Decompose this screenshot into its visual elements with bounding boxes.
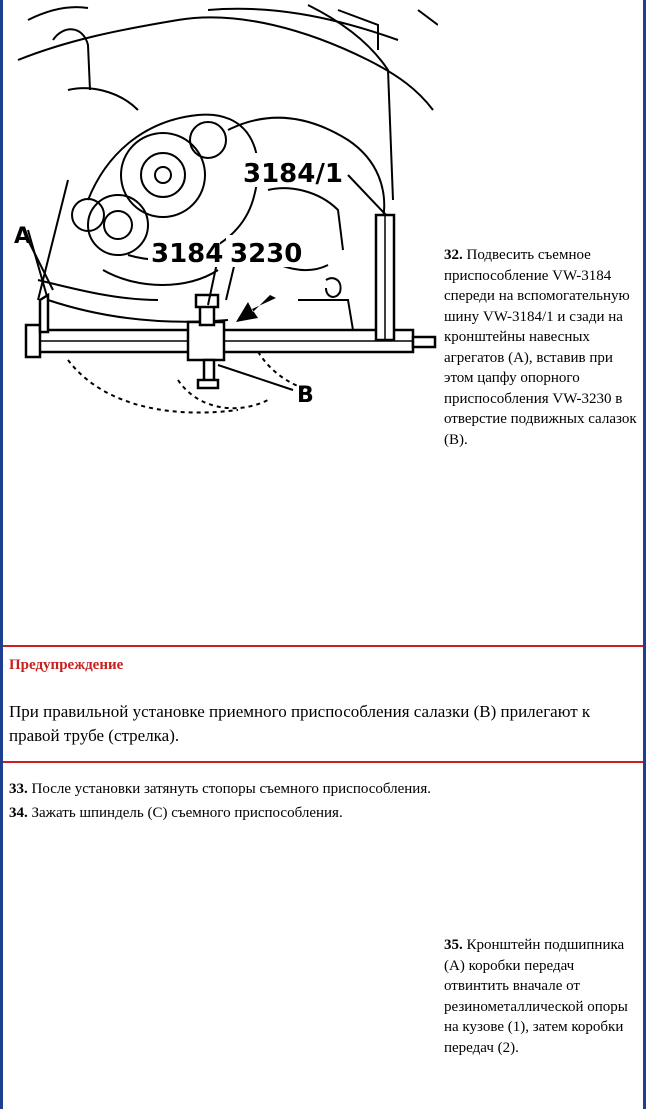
page-frame-left	[0, 0, 3, 1109]
figure-label-3230: 3230	[230, 239, 303, 269]
warning-top-rule	[3, 645, 643, 647]
figure-label-a: A	[14, 224, 32, 249]
warning-text: При правильной установке приемного приспособления салазки (В) прилегают к правой трубе (стрелка).	[9, 702, 591, 745]
step-33	[9, 779, 629, 800]
step-33-text: После установки затянуть стопоры съемного приспособления.	[31, 781, 431, 797]
page-frame-right	[643, 0, 646, 1109]
step-34	[9, 803, 629, 824]
figure-label-3184-1: 3184/1	[243, 159, 343, 189]
step-33-number: 33.	[9, 781, 28, 797]
step-35-text: Кронштейн подшипника (А) коробки передач отвинтить вначале от резинометаллической опоры на кузове (1), затем коробки передач (2).	[444, 937, 628, 1056]
warning-bottom-rule	[3, 761, 643, 763]
step-35-number: 35.	[444, 937, 463, 953]
step-34-text: Зажать шпиндель (С) съемного приспособления.	[31, 805, 343, 821]
step-32	[444, 245, 642, 450]
step-32-number: 32.	[444, 247, 463, 263]
warning-title: Предупреждение	[9, 657, 124, 673]
step-35	[444, 935, 642, 1058]
step-34-number: 34.	[9, 805, 28, 821]
figure-label-3184: 3184	[151, 239, 224, 269]
engine-puller-diagram	[8, 0, 438, 430]
step-32-text: Подвесить съемное приспособление VW-3184 спереди на вспомогательную шину VW-3184/1 и сзади на кронштейны навесных агрегатов (А), вставив при этом цапфу опорного приспособления VW-3230 в отверстие подвижных салазок (В).	[444, 247, 637, 448]
figure-label-b: B	[297, 383, 314, 408]
